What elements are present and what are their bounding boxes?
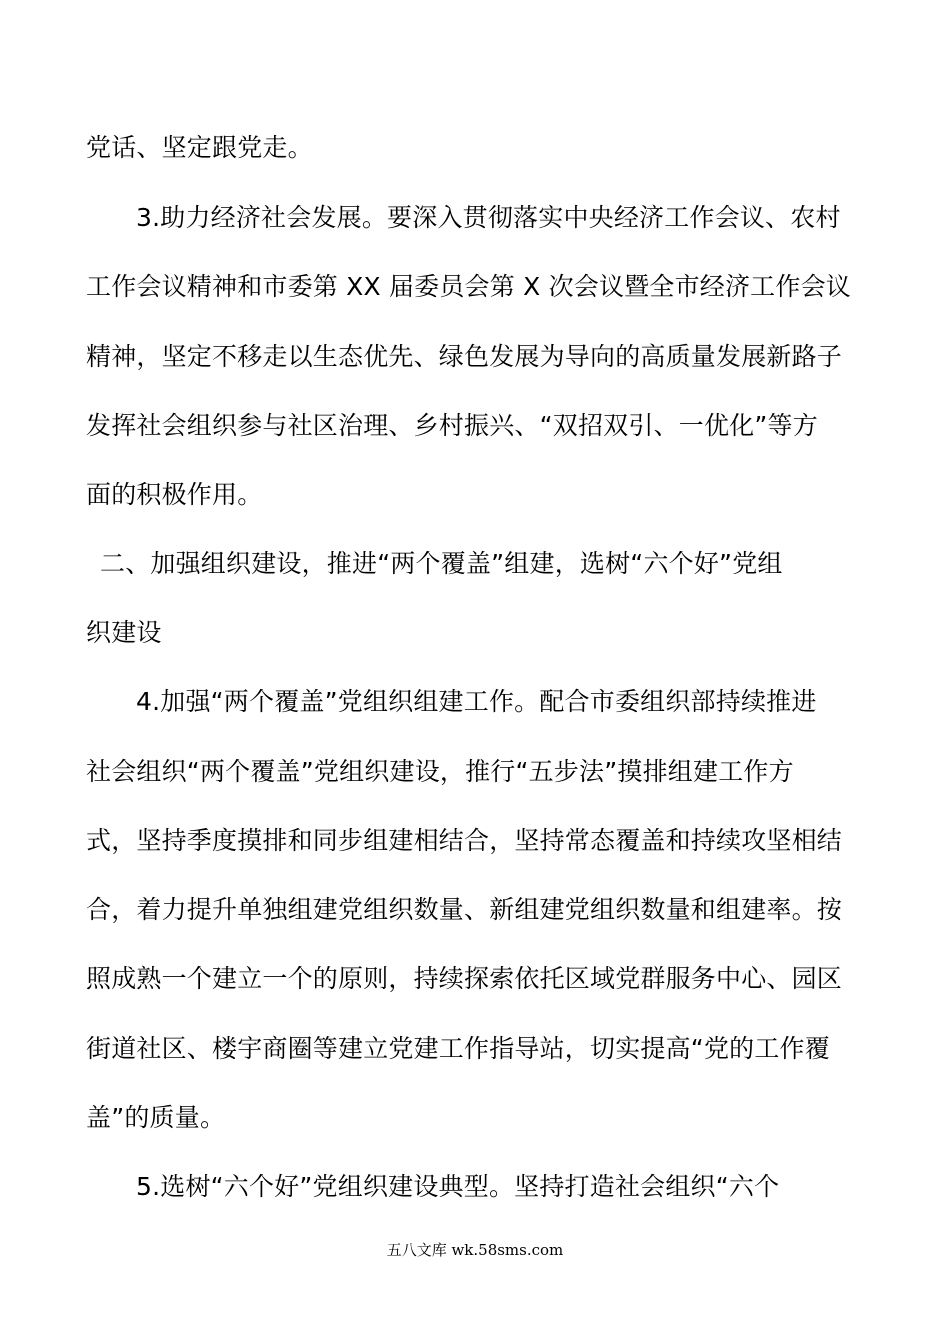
- text-line: 盖”的质量。: [86, 1103, 226, 1132]
- text-line: 党话、坚定跟党走。: [86, 133, 313, 162]
- footer-watermark: 五八文库 wk.58sms.com: [386, 1241, 564, 1259]
- text-line: 街道社区、楼宇商圈等建立党建工作指导站，切实提高“党的工作覆: [86, 1034, 830, 1063]
- section-5-heading-line: 5.选树“六个好”党组织建设典型。坚持打造社会组织“六个: [136, 1172, 780, 1201]
- text-line: 面的积极作用。: [86, 480, 263, 509]
- section-2-title-line: 织建设: [86, 618, 162, 647]
- text-line: 照成熟一个建立一个的原则，持续探索依托区域党群服务中心、园区: [86, 964, 843, 993]
- text-line: 式，坚持季度摸排和同步组建相结合，坚持常态覆盖和持续攻坚相结: [86, 826, 843, 855]
- section-2-title-line: 二、加强组织建设，推进“两个覆盖”组建，选树“六个好”党组: [100, 549, 783, 578]
- text-line: 发挥社会组织参与社区治理、乡村振兴、“双招双引、一优化”等方: [86, 411, 818, 440]
- section-3-heading-line: 3.助力经济社会发展。要深入贯彻落实中央经济工作会议、农村: [136, 203, 841, 232]
- section-4-heading-line: 4.加强“两个覆盖”党组织组建工作。配合市委组织部持续推进: [136, 687, 817, 716]
- text-line: 工作会议精神和市委第 XX 届委员会第 X 次会议暨全市经济工作会议: [86, 272, 851, 301]
- text-line: 合，着力提升单独组建党组织数量、新组建党组织数量和组建率。按: [86, 895, 843, 924]
- text-line: 社会组织“两个覆盖”党组织建设，推行“五步法”摸排组建工作方: [86, 757, 794, 786]
- text-line: 精神，坚定不移走以生态优先、绿色发展为导向的高质量发展新路子: [86, 342, 843, 371]
